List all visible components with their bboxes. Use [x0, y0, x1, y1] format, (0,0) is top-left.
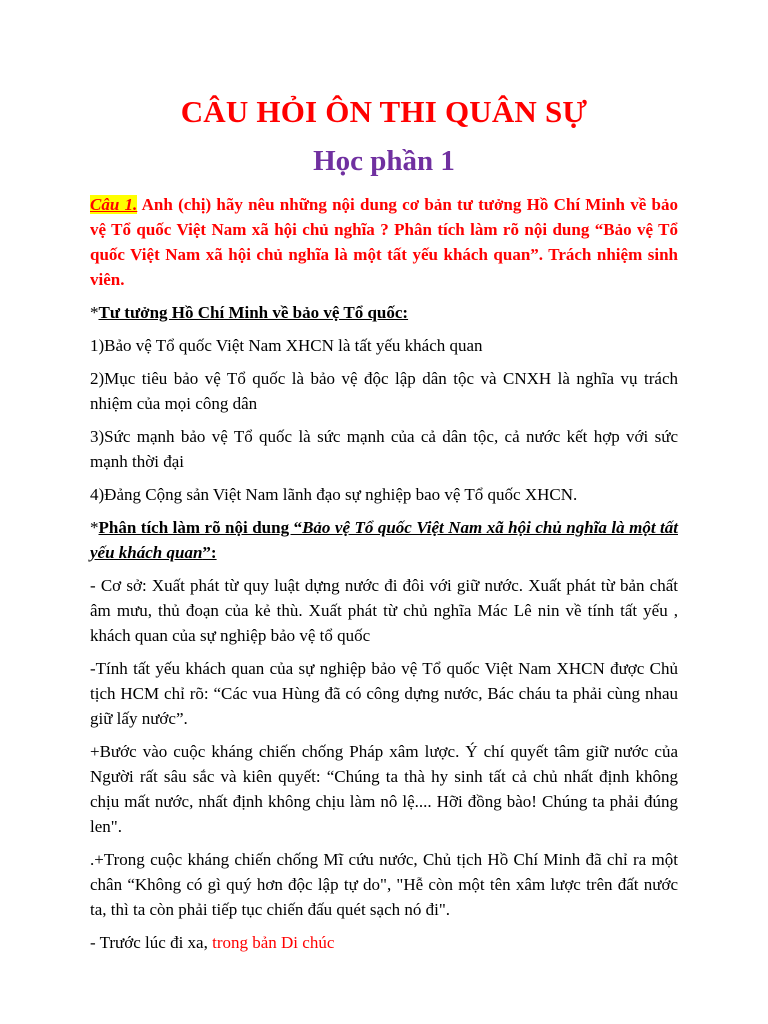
section-prefix: * [90, 303, 99, 322]
section-heading-part-a: Phân tích làm rõ nội dung “ [98, 518, 303, 537]
question-label: Câu 1. [90, 195, 138, 214]
section-heading-part-c: ”: [202, 543, 217, 562]
document-page [90, 92, 678, 955]
point-3: 3)Sức mạnh bảo vệ Tổ quốc là sức mạnh của cả dân tộc, cả nước kết hợp với sức mạnh thời đại [90, 427, 678, 471]
question-text: Anh (chị) hãy nêu những nội dung cơ bản tư tưởng Hồ Chí Minh về bảo vệ Tổ quốc Việt Nam xã hội chủ nghĩa ? Phân tích làm rõ nội dung “Bảo vệ Tổ quốc Việt Nam xã hội chủ nghĩa là một tất yếu khách quan”. Trách nhiệm sinh viên. [90, 195, 678, 289]
section-heading-text: Tư tưởng Hồ Chí Minh về bảo vệ Tổ quốc: [98, 303, 409, 322]
last-line [90, 930, 678, 955]
section-heading-text [90, 518, 678, 562]
last-line-text: - Trước lúc đi xa, [90, 933, 213, 952]
analysis-paragraph-2: -Tính tất yếu khách quan của sự nghiệp bảo vệ Tổ quốc Việt Nam XHCN được Chủ tịch HCM chỉ rõ: “Các vua Hùng đã có công dựng nước, Bác cháu ta phải cùng nhau giữ lấy nước”. [90, 659, 678, 728]
point-1: 1)Bảo vệ Tổ quốc Việt Nam XHCN là tất yếu khách quan [90, 336, 483, 355]
point-4: 4)Đảng Cộng sản Việt Nam lãnh đạo sự nghiệp bao vệ Tổ quốc XHCN. [90, 485, 578, 504]
analysis-paragraph-4: .+Trong cuộc kháng chiến chống Mĩ cứu nước, Chủ tịch Hồ Chí Minh đã chỉ ra một chân “Không có gì quý hơn độc lập tự do", "Hễ còn một tên xâm lược trên đất nước ta, thì ta còn phải tiếp tục chiến đấu quét sạch nó đi". [90, 850, 678, 919]
section-heading-2 [90, 515, 678, 565]
point-2: 2)Mục tiêu bảo vệ Tổ quốc là bảo vệ độc lập dân tộc và CNXH là nghĩa vụ trách nhiệm của mọi công dân [90, 369, 678, 413]
analysis-paragraph-1: - Cơ sở: Xuất phát từ quy luật dựng nước đi đôi với giữ nước. Xuất phát từ bản chất âm mưu, thủ đoạn của kẻ thù. Xuất phát từ chủ nghĩa Mác Lê nin về tính tất yếu , khách quan của sự nghiệp bảo vệ tổ quốc [90, 576, 678, 645]
document-subtitle: Học phần 1 [313, 145, 455, 177]
section-heading-part-b: Bảo vệ Tổ quốc Việt Nam xã hội chủ nghĩa là một tất yếu khách quan [90, 518, 678, 562]
last-line-red-text: trong bản Di chúc [212, 933, 335, 952]
section-heading-1 [90, 300, 678, 325]
question-1 [90, 192, 678, 292]
document-title: CÂU HỎI ÔN THI QUÂN SỰ [180, 94, 588, 129]
section-prefix: * [90, 518, 99, 537]
analysis-paragraph-3: +Bước vào cuộc kháng chiến chống Pháp xâm lược. Ý chí quyết tâm giữ nước của Người rất sâu sắc và kiên quyết: “Chúng ta thà hy sinh tất cả chủ nhất định không chịu mất nước, nhất định không chịu làm nô lệ.... Hỡi đồng bào! Chúng ta phải đúng len". [90, 742, 678, 836]
